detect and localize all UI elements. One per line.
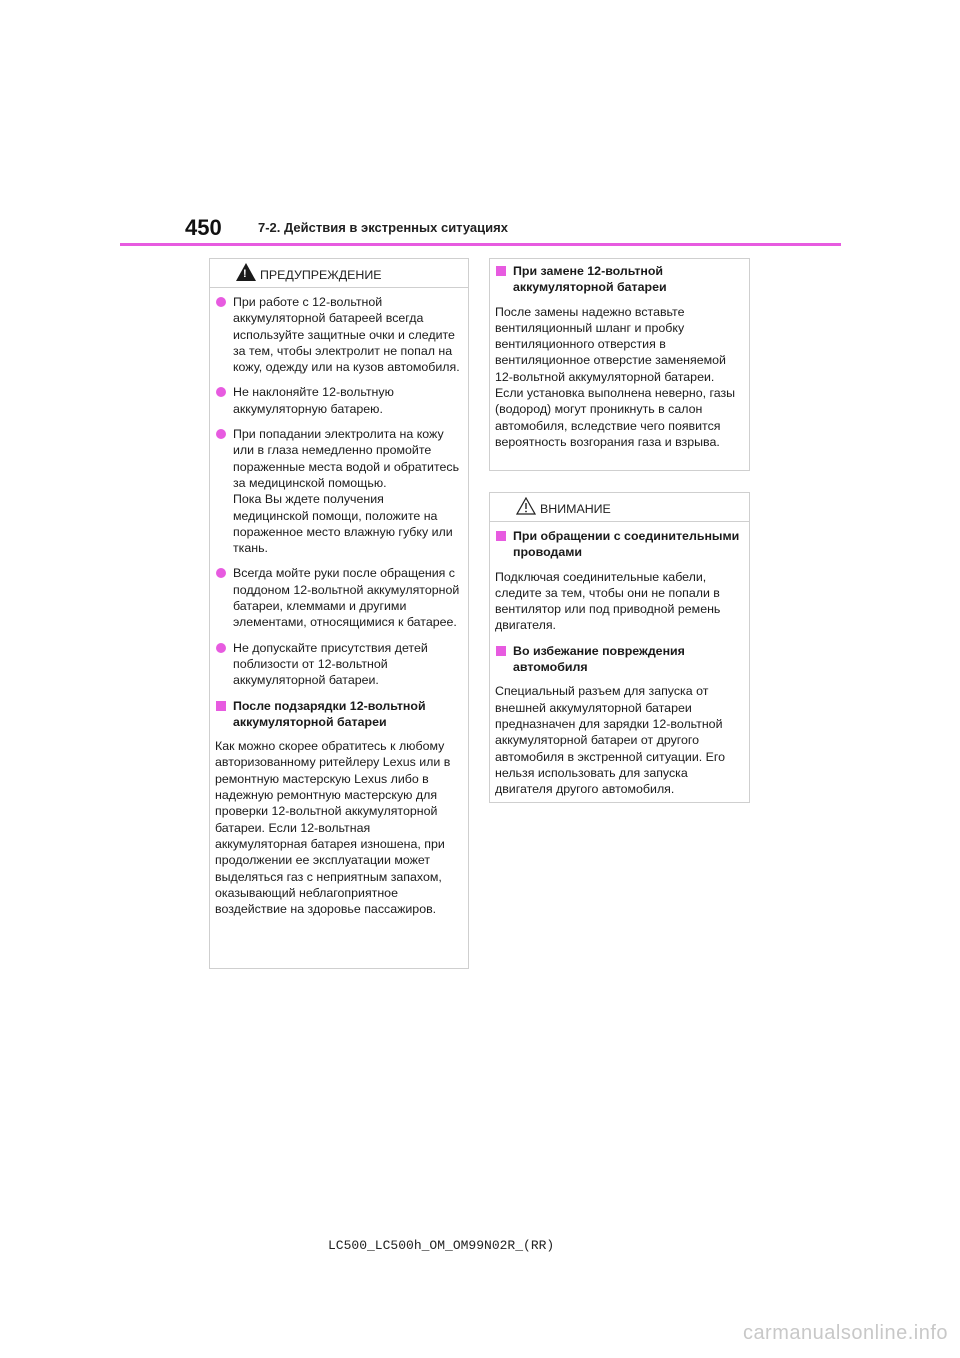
bullet-dot-icon bbox=[216, 297, 226, 307]
notice-title: ВНИМАНИЕ bbox=[540, 502, 611, 516]
warning-item bbox=[215, 426, 462, 556]
replace-box-body bbox=[490, 259, 749, 450]
watermark: carmanualsonline.info bbox=[742, 1322, 948, 1344]
notice-paragraph: Специальный разъем для запуска от внешней аккумуляторной батареи предназначен для зарядки 12-вольтной аккумуляторной батареи от другого автомобиля в экстренной ситуации. Его нельзя использовать для запуска двигателя другого автомобиля. bbox=[495, 684, 726, 797]
bullet-dot-icon bbox=[216, 429, 226, 439]
notice-subheading-text: При обращении с соединительными проводами bbox=[513, 529, 740, 560]
warning-item bbox=[215, 294, 462, 375]
replace-box bbox=[489, 258, 750, 471]
warning-item-text: Всегда мойте руки после обращения с поддоном 12-вольтной аккумуляторной батареи, клеммами и другими элементами, относящимися к батарее. bbox=[233, 566, 460, 630]
replace-subheading-text: При замене 12-вольтной аккумуляторной батареи bbox=[513, 264, 667, 295]
bullet-dot-icon bbox=[216, 387, 226, 397]
notice-box bbox=[489, 492, 750, 803]
heading-square-icon bbox=[216, 701, 226, 711]
warning-subheading bbox=[215, 698, 462, 731]
replace-subheading bbox=[495, 263, 743, 296]
notice-box-body bbox=[490, 522, 749, 797]
heading-square-icon bbox=[496, 266, 506, 276]
bullet-dot-icon bbox=[216, 568, 226, 578]
warning-item-text: При попадании электролита на кожу или в глаза немедленно промойте пораженные места водой и обратитесь за медицинской помощью. Пока Вы ждете получения медицинской помощи, положите на пораженное место влажную губку или ткань. bbox=[233, 427, 460, 556]
document-code: LC500_LC500h_OM_OM99N02R_(RR) bbox=[328, 1238, 555, 1253]
warning-paragraph: Как можно скорее обратитесь к любому авторизованному ритейлеру Lexus или в ремонтную мастерскую Lexus либо в надежную ремонтную мастерскую для проверки 12-вольтной аккумуляторной батареи. Если 12-вольтная аккумуляторная батарея изношена, при продолжении ее эксплуатации может выделяться газ с неприятным запахом, оказывающий неблагоприятное воздействие на здоровье пассажиров. bbox=[215, 739, 451, 917]
notice-subheading-text: Во избежание повреждения автомобиля bbox=[513, 643, 685, 675]
bullet-dot-icon bbox=[216, 643, 226, 653]
notice-paragraph: Подключая соединительные кабели, следите за тем, чтобы они не попали в вентилятор или под приводной ремень двигателя. bbox=[495, 569, 721, 633]
warning-item bbox=[215, 384, 462, 417]
warning-box bbox=[209, 258, 469, 969]
warning-item bbox=[215, 640, 462, 689]
notice-subheading bbox=[495, 528, 743, 561]
warning-item bbox=[215, 565, 462, 630]
warning-box-header bbox=[210, 259, 468, 288]
heading-square-icon bbox=[496, 646, 506, 656]
warning-item-text: При работе с 12-вольтной аккумуляторной батареей всегда используйте защитные очки и следите за тем, чтобы электролит не попал на кожу, одежду или на кузов автомобиля. bbox=[233, 295, 460, 375]
warning-box-body bbox=[210, 288, 468, 917]
section-title: 7-2. Действия в экстренных ситуациях bbox=[258, 220, 508, 235]
heading-square-icon bbox=[496, 531, 506, 541]
warning-item-text: Не наклоняйте 12-вольтную аккумуляторную батарею. bbox=[233, 385, 394, 416]
warning-subheading-text: После подзарядки 12-вольтной аккумуляторной батареи bbox=[233, 698, 426, 729]
notice-box-header bbox=[490, 493, 749, 522]
warning-item-text: Не допускайте присутствия детей поблизости от 12-вольтной аккумуляторной батареи. bbox=[233, 640, 428, 688]
notice-subheading bbox=[495, 643, 743, 676]
header-divider bbox=[120, 243, 841, 246]
page-number: 450 bbox=[185, 215, 222, 240]
replace-paragraph: После замены надежно вставьте вентиляционный шланг и пробку вентиляционного отверстия в вентиляционное отверстие заменяемой 12-вольтной аккумуляторной батареи. Если установка выполнена неверно, газы (водород) могут проникнуть в салон автомобиля, вследствие чего появится вероятность возгорания газа и взрыва. bbox=[495, 304, 736, 449]
warning-title: ПРЕДУПРЕЖДЕНИЕ bbox=[260, 268, 382, 282]
